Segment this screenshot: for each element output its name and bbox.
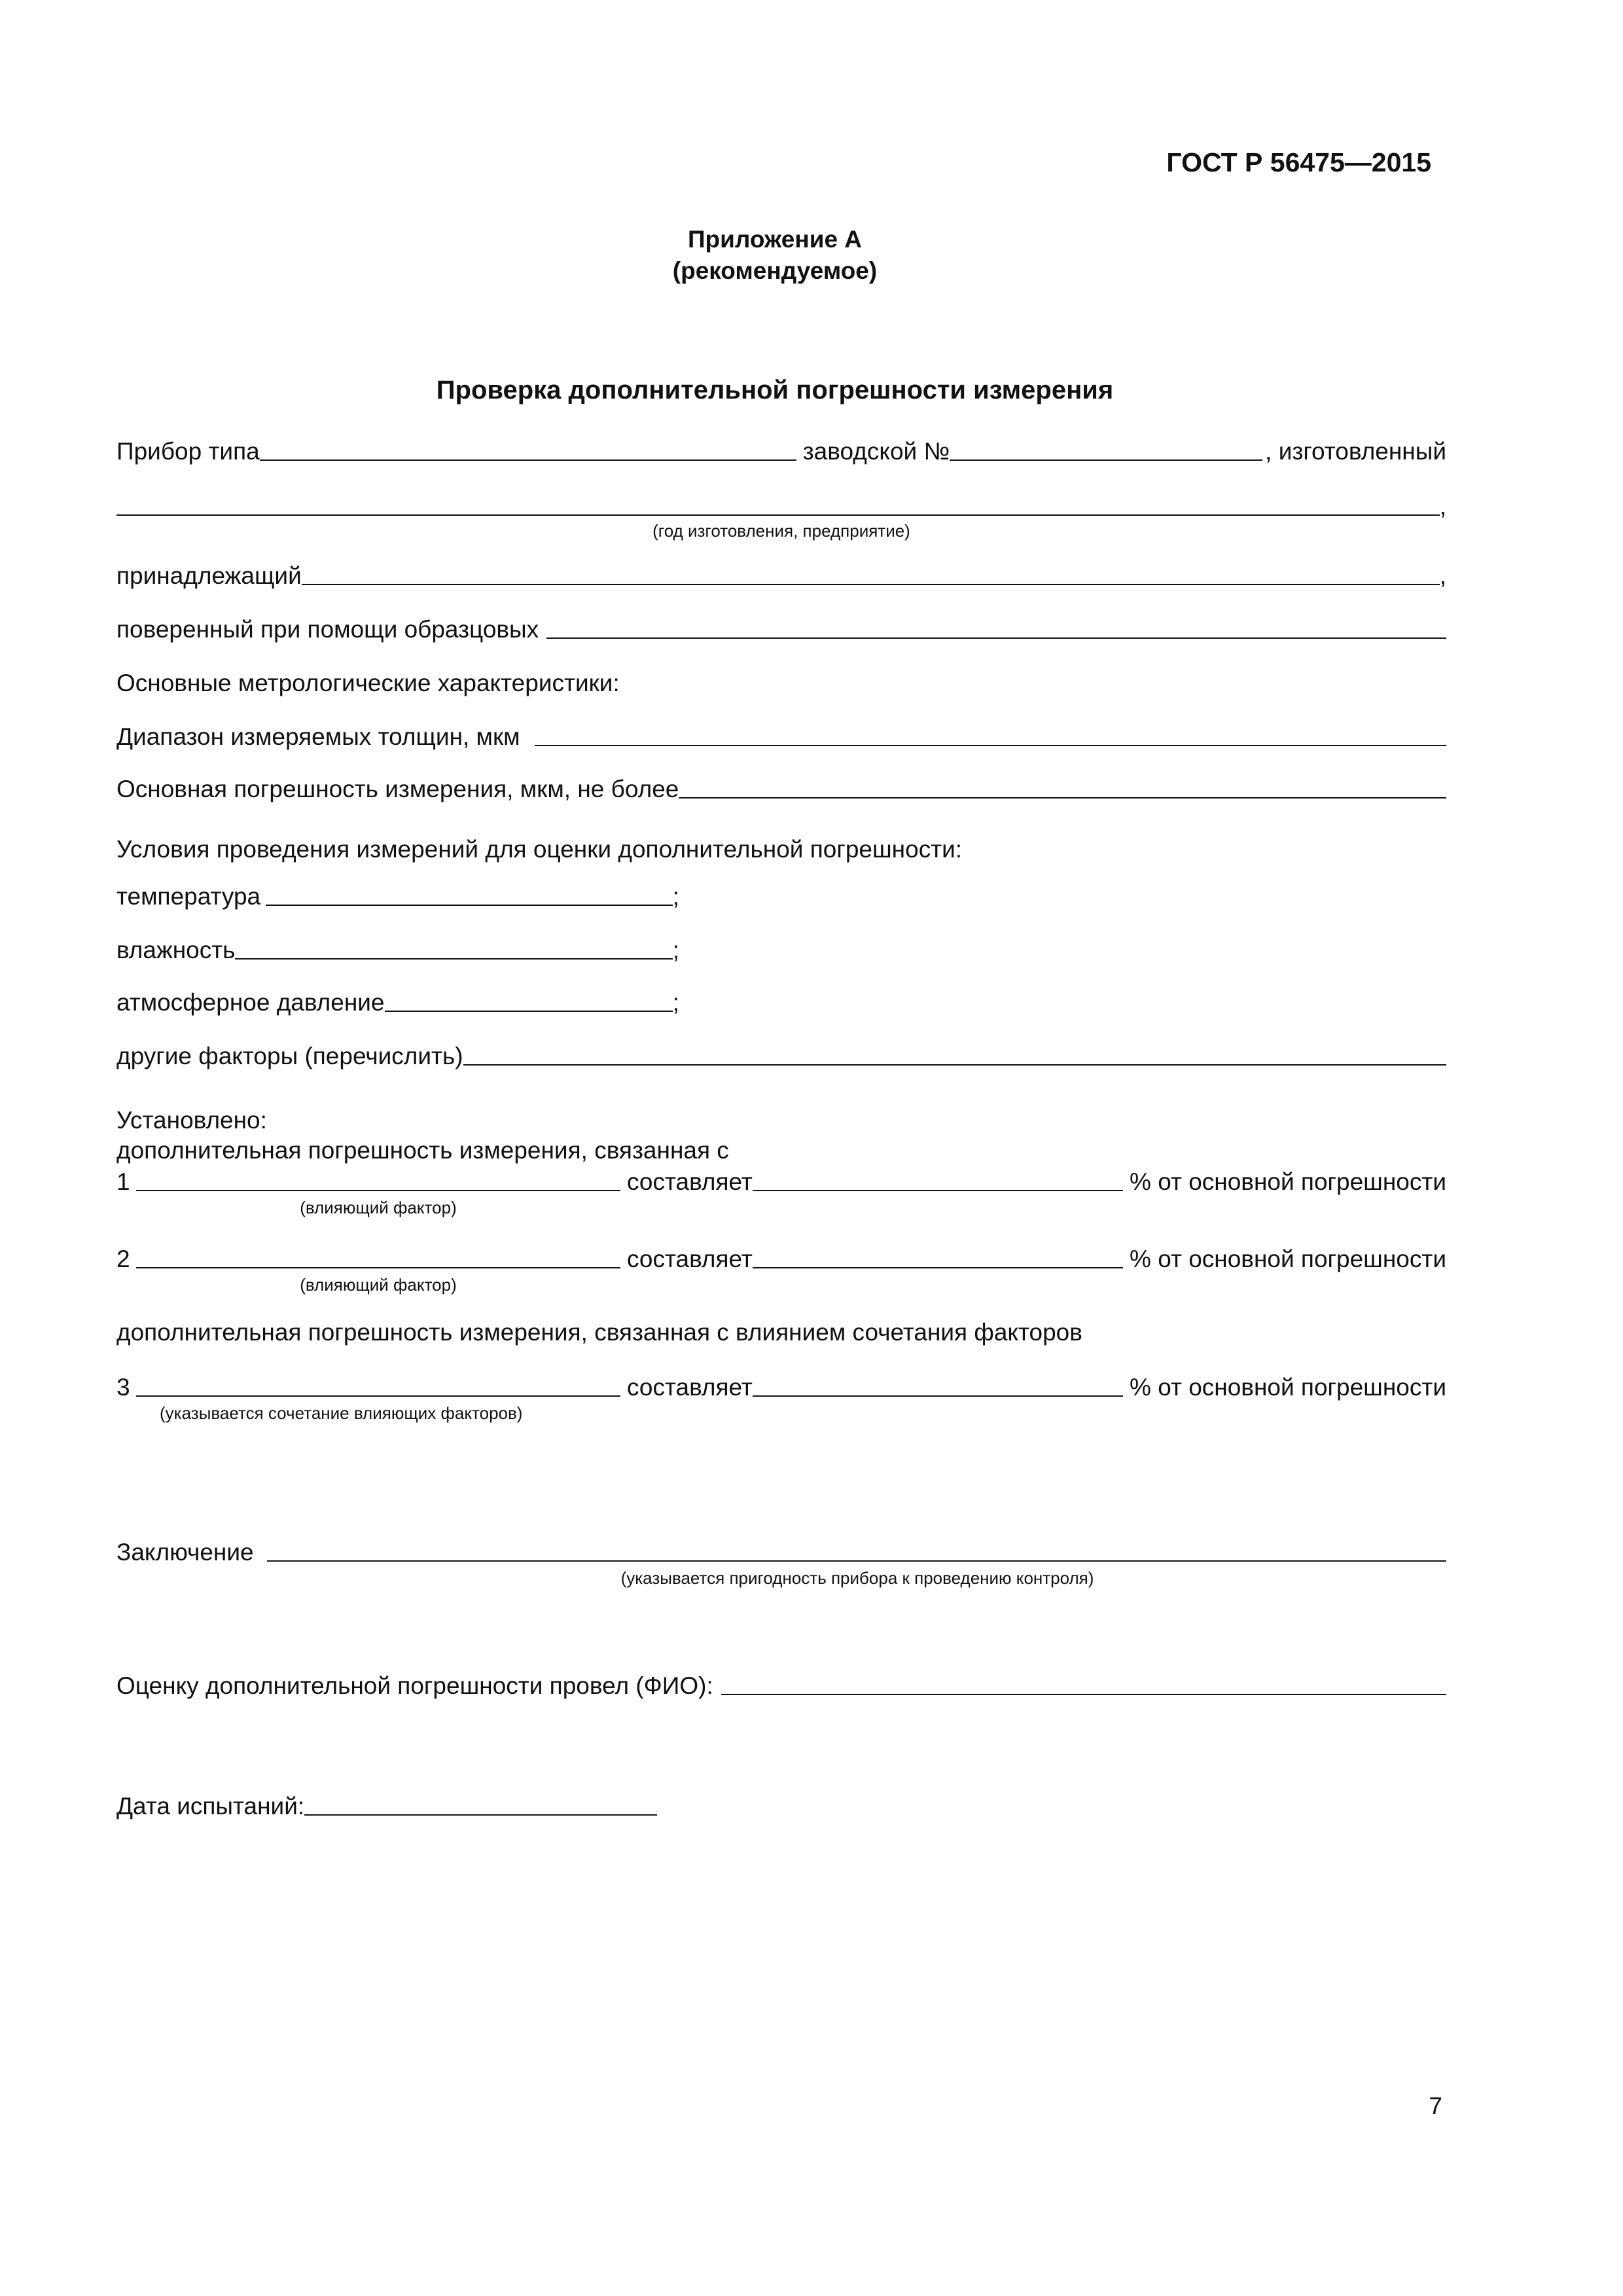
year-enterprise-field[interactable] [116, 514, 1440, 516]
established-label: Установлено: [116, 1107, 267, 1134]
pressure-field[interactable] [385, 1011, 673, 1012]
page-number: 7 [1429, 2092, 1442, 2119]
factor-row-3 [116, 1371, 1446, 1402]
manufactured-label: , изготовленный [1265, 438, 1446, 465]
temperature-semicolon: ; [672, 883, 679, 910]
additional-error-heading: дополнительная погрешность измерения, связанная с [116, 1137, 729, 1164]
conclusion-row [116, 1535, 1446, 1567]
appendix-subtitle: (рекомендуемое) [672, 257, 878, 284]
humidity-field[interactable] [235, 958, 672, 960]
test-date-row [116, 1789, 657, 1821]
pressure-label: атмосферное давление [116, 989, 385, 1016]
test-date-field[interactable] [304, 1814, 657, 1816]
factor-row-2 [116, 1242, 1446, 1274]
belonging-row [116, 559, 1446, 590]
main-error-row [116, 772, 1446, 804]
assessor-label: Оценку дополнительной погрешности провел (ФИО): [116, 1672, 713, 1699]
item-number-1: 1 [116, 1168, 130, 1195]
amount-field-2[interactable] [753, 1267, 1123, 1268]
factor-row-1 [116, 1165, 1446, 1196]
form-title: Проверка дополнительной погрешности измерения [436, 376, 1114, 404]
pressure-semicolon: ; [672, 989, 679, 1016]
serial-no-label: заводской № [802, 438, 950, 465]
test-date-label: Дата испытаний: [116, 1793, 305, 1820]
percent-label-3: % от основной погрешности [1130, 1374, 1446, 1401]
percent-label-1: % от основной погрешности [1130, 1168, 1446, 1195]
amounts-label-2: составляет [627, 1246, 753, 1272]
device-type-field[interactable] [260, 459, 796, 461]
pressure-row [116, 986, 679, 1017]
serial-no-field[interactable] [950, 459, 1262, 461]
amounts-label-3: составляет [627, 1374, 753, 1401]
temperature-field[interactable] [266, 905, 673, 906]
conditions-heading: Условия проведения измерений для оценки дополнительной погрешности: [116, 836, 963, 863]
item-number-2: 2 [116, 1246, 130, 1272]
belonging-label: принадлежащий [116, 562, 302, 589]
conclusion-label: Заключение [116, 1539, 254, 1566]
device-row [116, 435, 1446, 466]
range-label: Диапазон измеряемых толщин, мкм [116, 723, 520, 750]
humidity-row [116, 933, 679, 965]
item-number-3: 3 [116, 1374, 130, 1401]
amount-field-3[interactable] [753, 1395, 1123, 1397]
combination-heading: дополнительная погрешность измерения, связанная с влиянием сочетания факторов [116, 1319, 1082, 1346]
metrology-heading: Основные метрологические характеристики: [116, 670, 620, 696]
other-factors-field[interactable] [463, 1064, 1446, 1066]
range-field[interactable] [535, 745, 1446, 746]
assessor-field[interactable] [721, 1694, 1446, 1695]
humidity-semicolon: ; [672, 937, 679, 963]
verified-label: поверенный при помощи образцовых [116, 616, 539, 643]
factor-caption-1: (влияющий фактор) [300, 1198, 457, 1217]
conclusion-field[interactable] [267, 1560, 1446, 1562]
amounts-label-1: составляет [627, 1168, 753, 1195]
factor-caption-2: (влияющий фактор) [300, 1275, 457, 1295]
conclusion-caption: (указывается пригодность прибора к проведению контроля) [620, 1568, 1094, 1588]
year-row [116, 490, 1446, 521]
other-factors-row [116, 1039, 1446, 1071]
factor-field-1[interactable] [136, 1190, 620, 1191]
appendix-title: Приложение А [687, 226, 863, 253]
year-comma: , [1439, 493, 1446, 520]
year-caption: (год изготовления, предприятие) [652, 521, 910, 541]
main-error-label: Основная погрешность измерения, мкм, не более [116, 776, 679, 802]
temperature-row [116, 880, 679, 911]
standard-number: ГОСТ Р 56475—2015 [1166, 147, 1431, 177]
belonging-field[interactable] [302, 584, 1440, 585]
combination-caption: (указывается сочетание влияющих факторов) [160, 1403, 523, 1423]
verified-row [116, 613, 1446, 644]
humidity-label: влажность [116, 937, 236, 963]
factor-field-3[interactable] [136, 1395, 620, 1397]
verified-field[interactable] [546, 637, 1446, 639]
range-row [116, 720, 1446, 751]
temperature-label: температура [116, 883, 261, 910]
belonging-comma: , [1439, 562, 1446, 589]
amount-field-1[interactable] [753, 1190, 1123, 1191]
main-error-field[interactable] [679, 797, 1446, 798]
assessor-row [116, 1669, 1446, 1700]
device-type-label: Прибор типа [116, 438, 260, 465]
factor-field-2[interactable] [136, 1267, 620, 1268]
other-factors-label: другие факторы (перечислить) [116, 1043, 463, 1069]
percent-label-2: % от основной погрешности [1130, 1246, 1446, 1272]
